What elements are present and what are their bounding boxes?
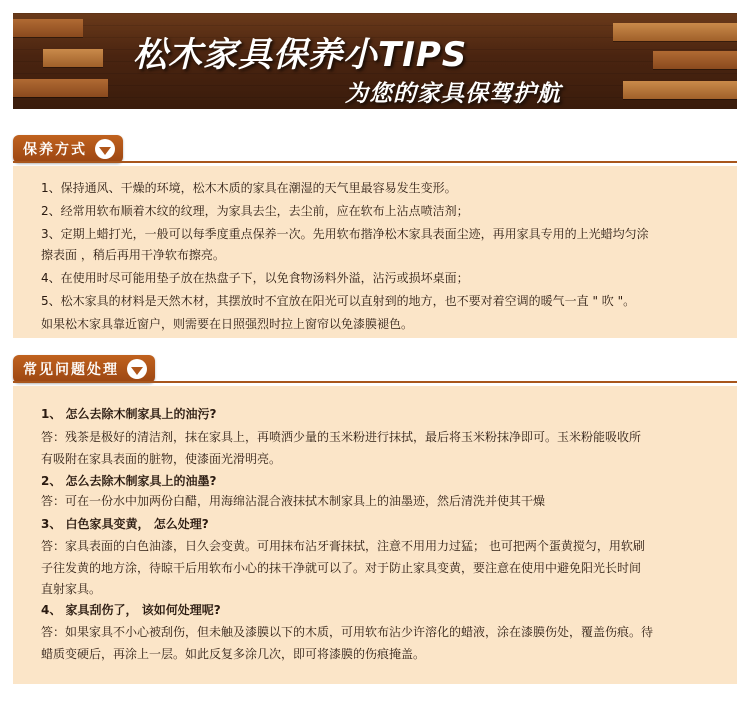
faq-answer: 答：残茶是极好的清洁剂，抹在家具上，再喷洒少量的玉米粉进行抹拭，最后将玉米粉抹净即可。玉米粉能吸收所: [41, 430, 642, 444]
paragraph-line: 2、经常用软布顺着木纹的纹理，为家具去尘，去尘前，应在软布上沾点喷洁剂；: [41, 204, 469, 218]
wood-plank: [613, 23, 737, 41]
paragraph-line: 如果松木家具靠近窗户，则需要在日照强烈时拉上窗帘以免漆膜褪色。: [41, 317, 414, 331]
banner-title: 松木家具保养小TIPS: [133, 35, 468, 75]
faq-answer: 子往发黄的地方涂，待晾干后用软布小心的抹干净就可以了。对于防止家具变黄，要注意在使用中避免阳光长时间: [41, 561, 642, 575]
section-title: 常见问题处理: [23, 362, 119, 378]
faq-panel: [13, 386, 737, 684]
section-header-maintenance: [13, 135, 123, 163]
faq-answer: 蜡质变硬后，再涂上一层。如此反复多涂几次，即可将漆膜的伤痕掩盖。: [41, 647, 426, 661]
chevron-down-icon: [95, 139, 115, 159]
wood-plank: [43, 49, 103, 67]
faq-question: 2、 怎么去除木制家具上的油墨?: [41, 474, 217, 488]
wood-plank: [13, 19, 83, 37]
section-header-faq: [13, 355, 155, 383]
banner-subtitle: 为您的家具保驾护航: [345, 81, 561, 107]
wood-plank: [653, 51, 737, 69]
wood-plank: [13, 79, 108, 97]
chevron-down-icon: [127, 359, 147, 379]
faq-answer: 答：如果家具不小心被刮伤，但未触及漆膜以下的木质，可用软布沾少许溶化的蜡液，涂在漆膜伤处，覆盖伤痕。待: [41, 625, 654, 639]
paragraph-line: 擦表面 ，稍后再用干净软布擦亮。: [41, 248, 225, 262]
wood-plank: [623, 81, 737, 99]
paragraph-line: 4、在使用时尽可能用垫子放在热盘子下，以免食物汤料外溢，沾污或损坏桌面；: [41, 271, 469, 285]
maintenance-panel: [13, 166, 737, 338]
paragraph-line: 3、定期上蜡打光，一般可以每季度重点保养一次。先用软布揩净松木家具表面尘迹，再用家具专用的上光蜡均匀涂: [41, 227, 649, 241]
faq-answer: 答：家具表面的白色油漆，日久会变黄。可用抹布沾牙膏抹拭，注意不用用力过猛； 也可把两个蛋黄搅匀，用软刷: [41, 539, 645, 553]
faq-answer: 直射家具。: [41, 582, 102, 596]
faq-answer: 答：可在一份水中加两份白醋，用海绵沾混合液抹拭木制家具上的油墨迹，然后清洗并使其干燥: [41, 494, 546, 508]
section-title: 保养方式: [23, 142, 87, 158]
faq-answer: 有吸附在家具表面的脏物，使漆面光滑明亮。: [41, 452, 282, 466]
paragraph-line: 1、保持通风、干燥的环境，松木木质的家具在潮湿的天气里最容易发生变形。: [41, 181, 457, 195]
divider: [13, 161, 737, 163]
faq-question: 1、 怎么去除木制家具上的油污?: [41, 407, 217, 421]
faq-question: 4、 家具刮伤了， 该如何处理呢?: [41, 603, 221, 617]
paragraph-line: 5、松木家具的材料是天然木材，其摆放时不宜放在阳光可以直射到的地方，也不要对着空调的暖气一直 " 吹 "。: [41, 294, 636, 308]
faq-question: 3、 白色家具变黄， 怎么处理?: [41, 517, 209, 531]
header-banner: [13, 13, 737, 109]
divider: [13, 381, 737, 383]
